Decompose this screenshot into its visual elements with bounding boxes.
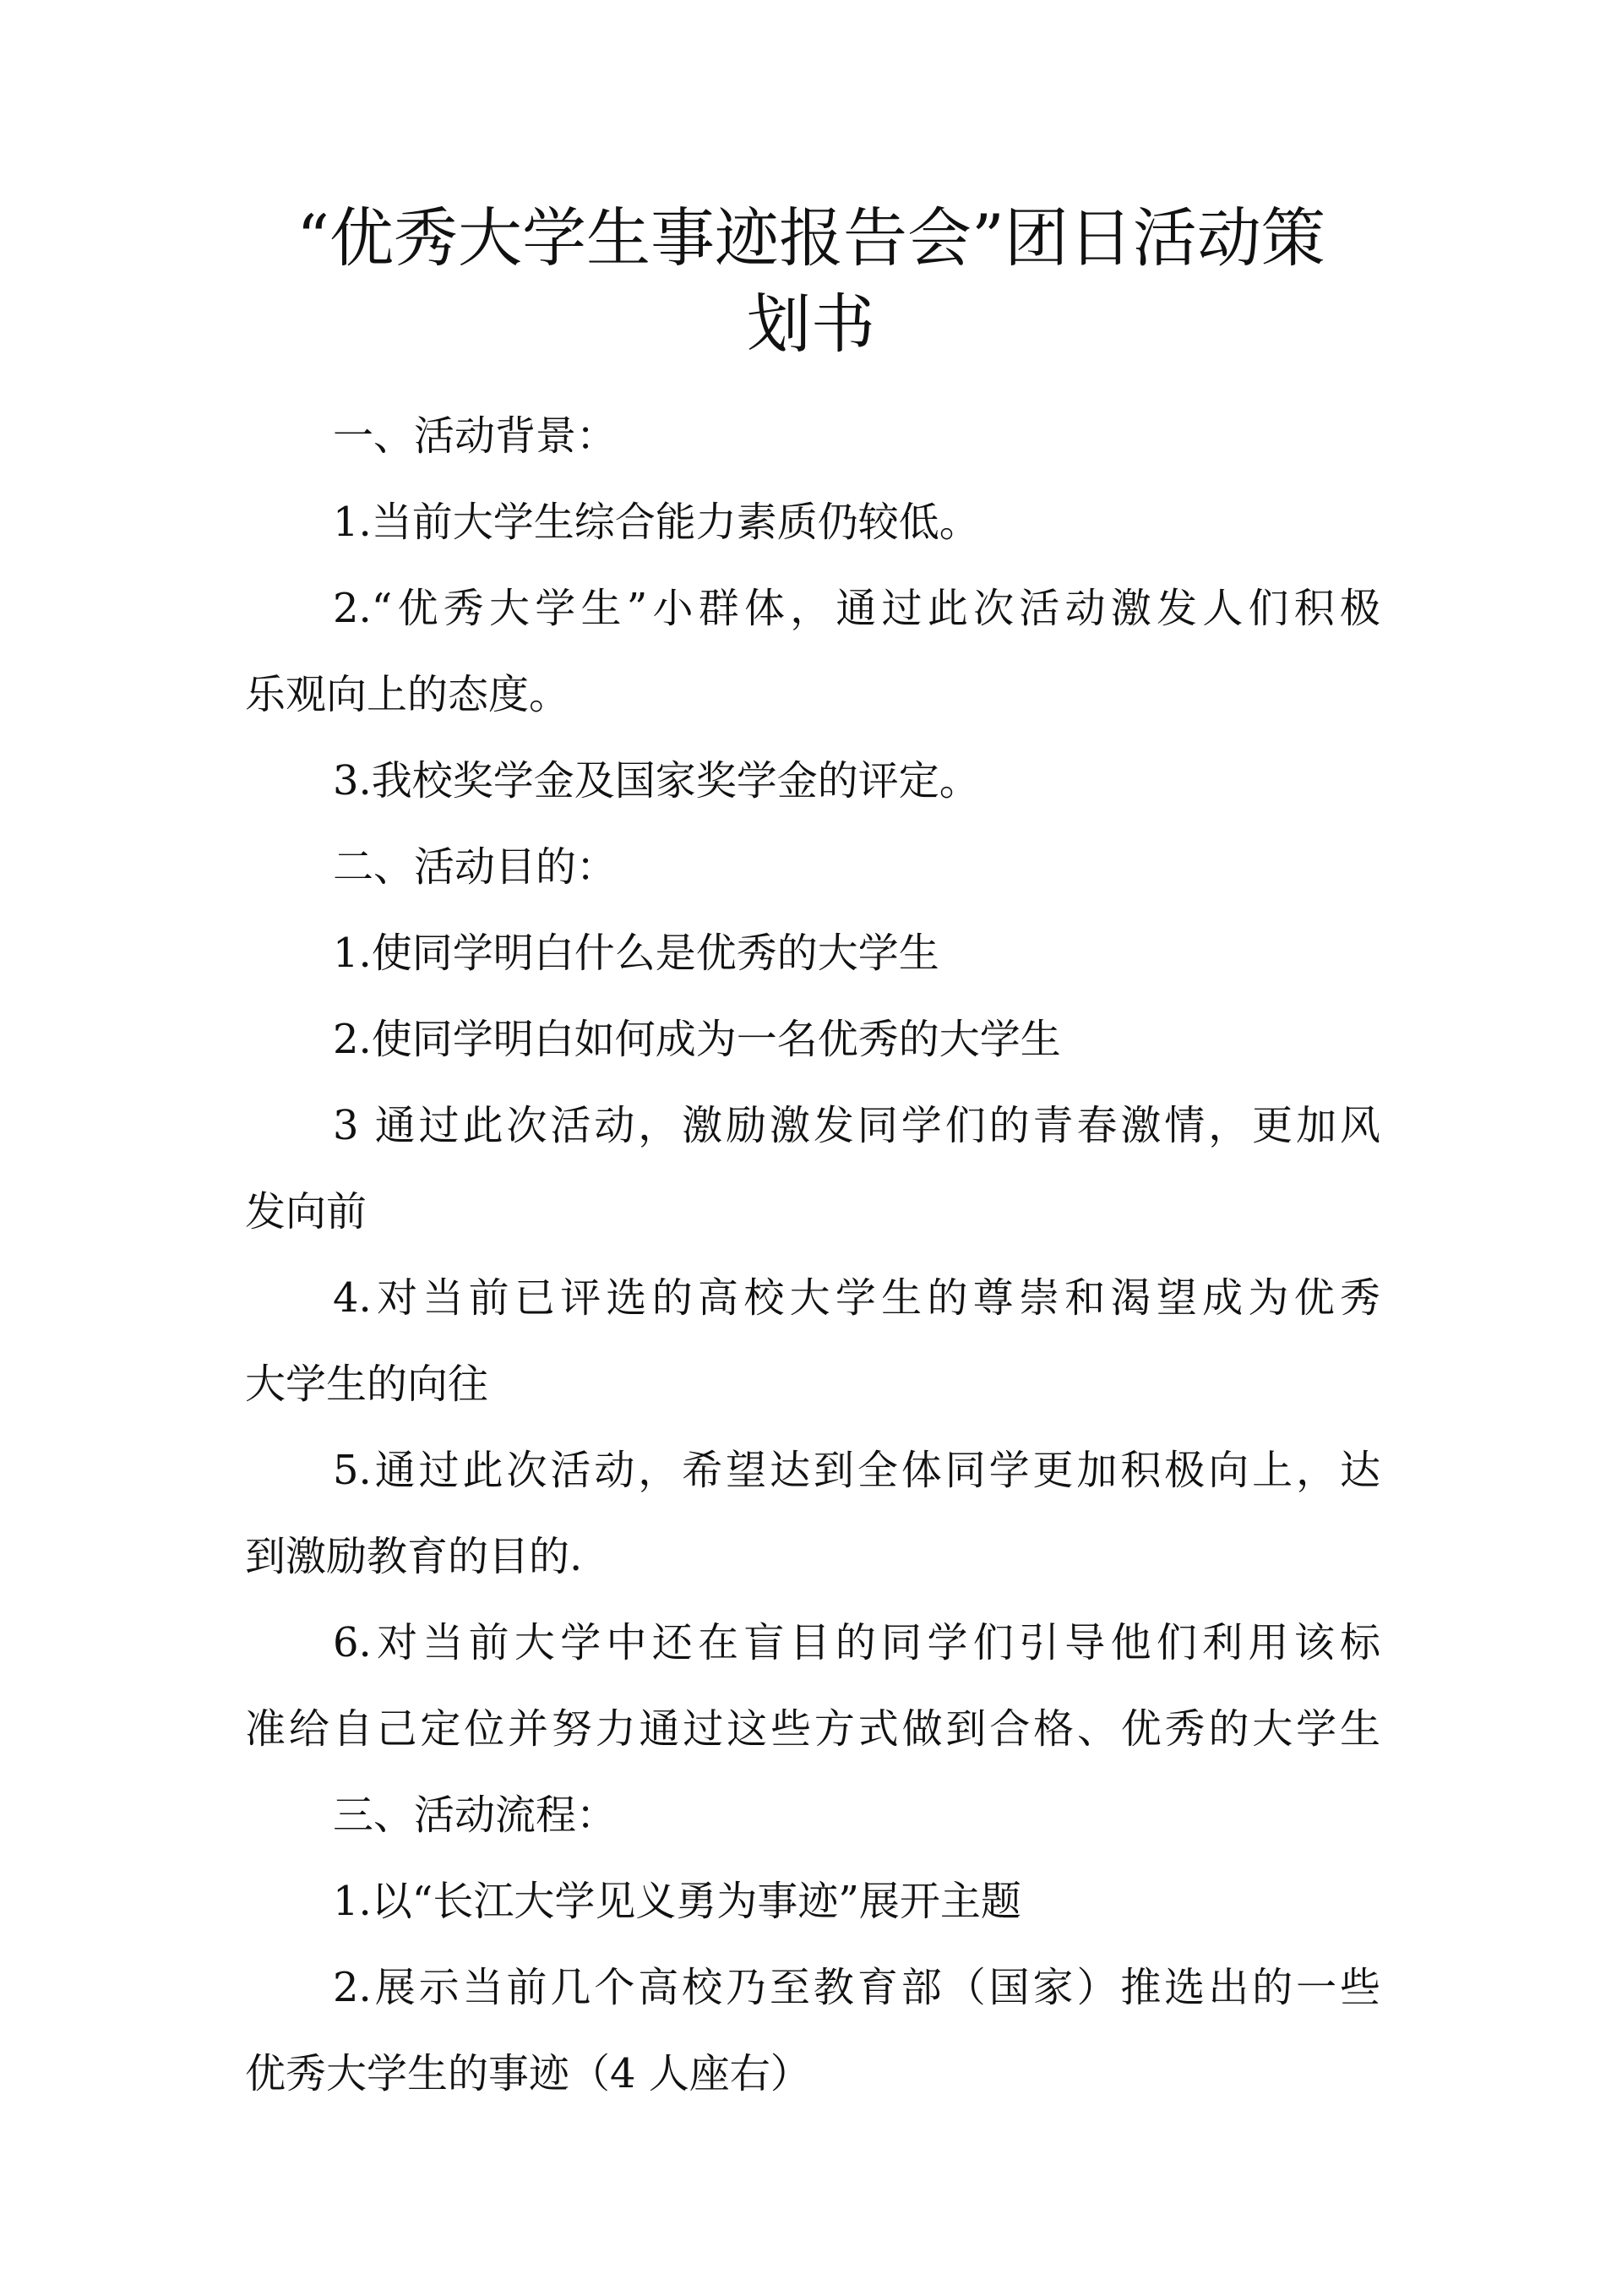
paragraph: 6.对当前大学中还在盲目的同学们引导他们利用该标 <box>333 1619 1380 1666</box>
paragraph-continuation: 发向前 <box>245 1188 367 1235</box>
section-heading-purpose: 二、活动目的： <box>333 843 618 891</box>
paragraph: 1.以“长江大学见义勇为事迹”展开主题 <box>333 1878 1021 1925</box>
section-heading-background: 一、活动背景： <box>333 412 618 460</box>
paragraph: 5.通过此次活动，希望达到全体同学更加积极向上，达 <box>333 1447 1380 1494</box>
title-line-1: “优秀大学生事迹报告会”团日活动策 <box>297 200 1325 275</box>
paragraph: 2.使同学明白如何成为一名优秀的大学生 <box>333 1016 1061 1063</box>
paragraph: 4.对当前已评选的高校大学生的尊崇和渴望成为优秀 <box>333 1274 1380 1322</box>
paragraph-continuation: 到激励教育的目的. <box>245 1533 583 1580</box>
paragraph: 1.当前大学生综合能力素质仍较低。 <box>333 499 980 546</box>
paragraph-continuation: 准给自己定位并努力通过这些方式做到合格、优秀的大学生 <box>245 1705 1380 1753</box>
paragraph-continuation: 乐观向上的态度。 <box>245 671 570 718</box>
paragraph-continuation: 优秀大学生的事迹（4 人座右） <box>245 2050 811 2097</box>
paragraph: 2.展示当前几个高校乃至教育部（国家）推选出的一些 <box>333 1964 1380 2011</box>
paragraph: 3.我校奖学金及国家奖学金的评定。 <box>333 757 980 804</box>
title-line-2: 划书 <box>747 286 875 362</box>
paragraph: 2.“优秀大学生”小群体，通过此次活动激发人们积极 <box>333 585 1380 632</box>
section-heading-process: 三、活动流程： <box>333 1792 618 1839</box>
paragraph: 3 通过此次活动，激励激发同学们的青春激情，更加风 <box>333 1102 1380 1149</box>
paragraph-continuation: 大学生的向往 <box>245 1361 489 1408</box>
paragraph: 1.使同学明白什么是优秀的大学生 <box>333 930 939 977</box>
